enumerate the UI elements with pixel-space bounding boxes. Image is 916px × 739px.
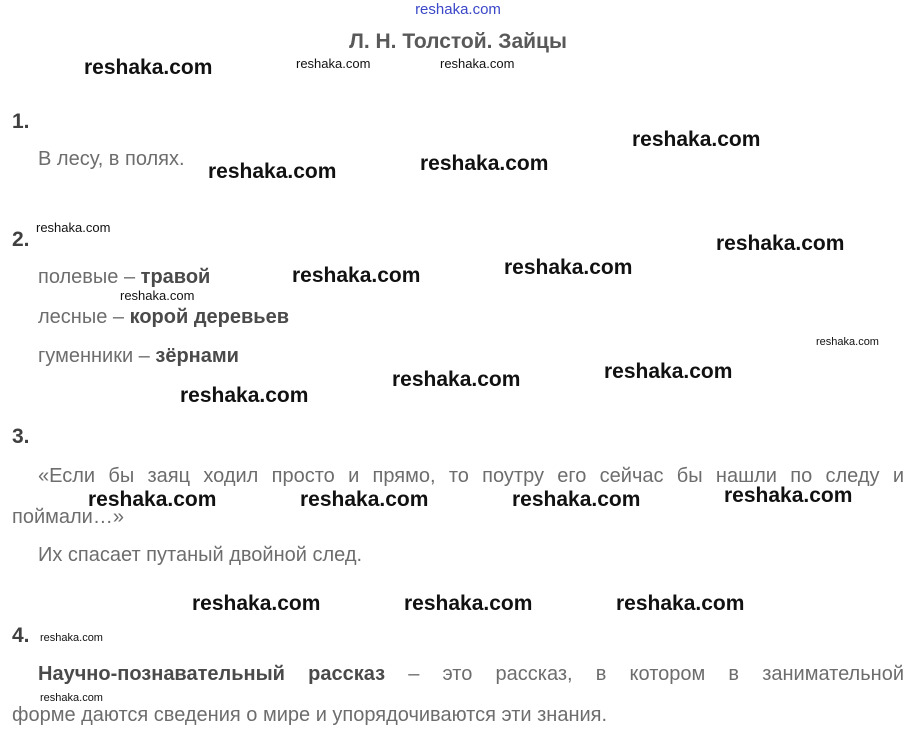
watermark: reshaka.com <box>604 360 733 383</box>
watermark: reshaka.com <box>40 632 103 644</box>
section-3-number: 3. <box>12 425 30 448</box>
page-title: Л. Н. Толстой. Зайцы <box>349 30 567 53</box>
hare-food: корой деревьев <box>129 306 289 328</box>
section-1-number: 1. <box>12 110 30 133</box>
watermark: reshaka.com <box>392 368 521 391</box>
section-4-number: 4. <box>12 624 30 647</box>
watermark: reshaka.com <box>88 488 217 511</box>
hare-type: лесные – <box>38 306 130 328</box>
watermark: reshaka.com <box>36 220 111 235</box>
watermark: reshaka.com <box>616 592 745 615</box>
section-2-number: 2. <box>12 228 30 251</box>
definition-term: Научно-познавательный рассказ <box>38 663 386 685</box>
section-2-item <box>38 345 239 368</box>
definition-text: – это рассказ, в котором в занимательной <box>385 663 904 685</box>
hare-type: гуменники – <box>38 345 156 367</box>
section-3-quote-line1: «Если бы заяц ходил просто и прямо, то поутру его сейчас бы нашли по следу и <box>38 465 904 487</box>
watermark: reshaka.com <box>300 488 429 511</box>
watermark: reshaka.com <box>420 152 549 175</box>
watermark-top: reshaka.com <box>415 1 501 18</box>
section-3-quote-line2: поймали…» <box>12 506 124 528</box>
watermark: reshaka.com <box>120 288 195 303</box>
section-2-item <box>38 306 289 329</box>
section-3-answer: Их спасает путаный двойной след. <box>38 544 363 566</box>
watermark: reshaka.com <box>632 128 761 151</box>
watermark: reshaka.com <box>292 264 421 287</box>
hare-type: полевые – <box>38 266 141 288</box>
watermark: reshaka.com <box>296 56 371 71</box>
watermark: reshaka.com <box>40 692 103 704</box>
watermark: reshaka.com <box>504 256 633 279</box>
watermark: reshaka.com <box>208 160 337 183</box>
section-2-item <box>38 266 210 289</box>
watermark: reshaka.com <box>512 488 641 511</box>
section-1-answer: В лесу, в полях. <box>38 148 185 170</box>
watermark: reshaka.com <box>440 56 515 71</box>
hare-food: зёрнами <box>155 345 239 367</box>
section-4-definition-line1 <box>38 654 904 694</box>
hare-food: травой <box>140 266 211 288</box>
watermark: reshaka.com <box>816 336 879 348</box>
watermark: reshaka.com <box>404 592 533 615</box>
watermark: reshaka.com <box>724 484 853 507</box>
watermark: reshaka.com <box>84 56 213 79</box>
section-4-definition-line2: форме даются сведения о мире и упорядочиваются эти знания. <box>12 704 608 726</box>
watermark: reshaka.com <box>192 592 321 615</box>
watermark: reshaka.com <box>716 232 845 255</box>
watermark: reshaka.com <box>180 384 309 407</box>
